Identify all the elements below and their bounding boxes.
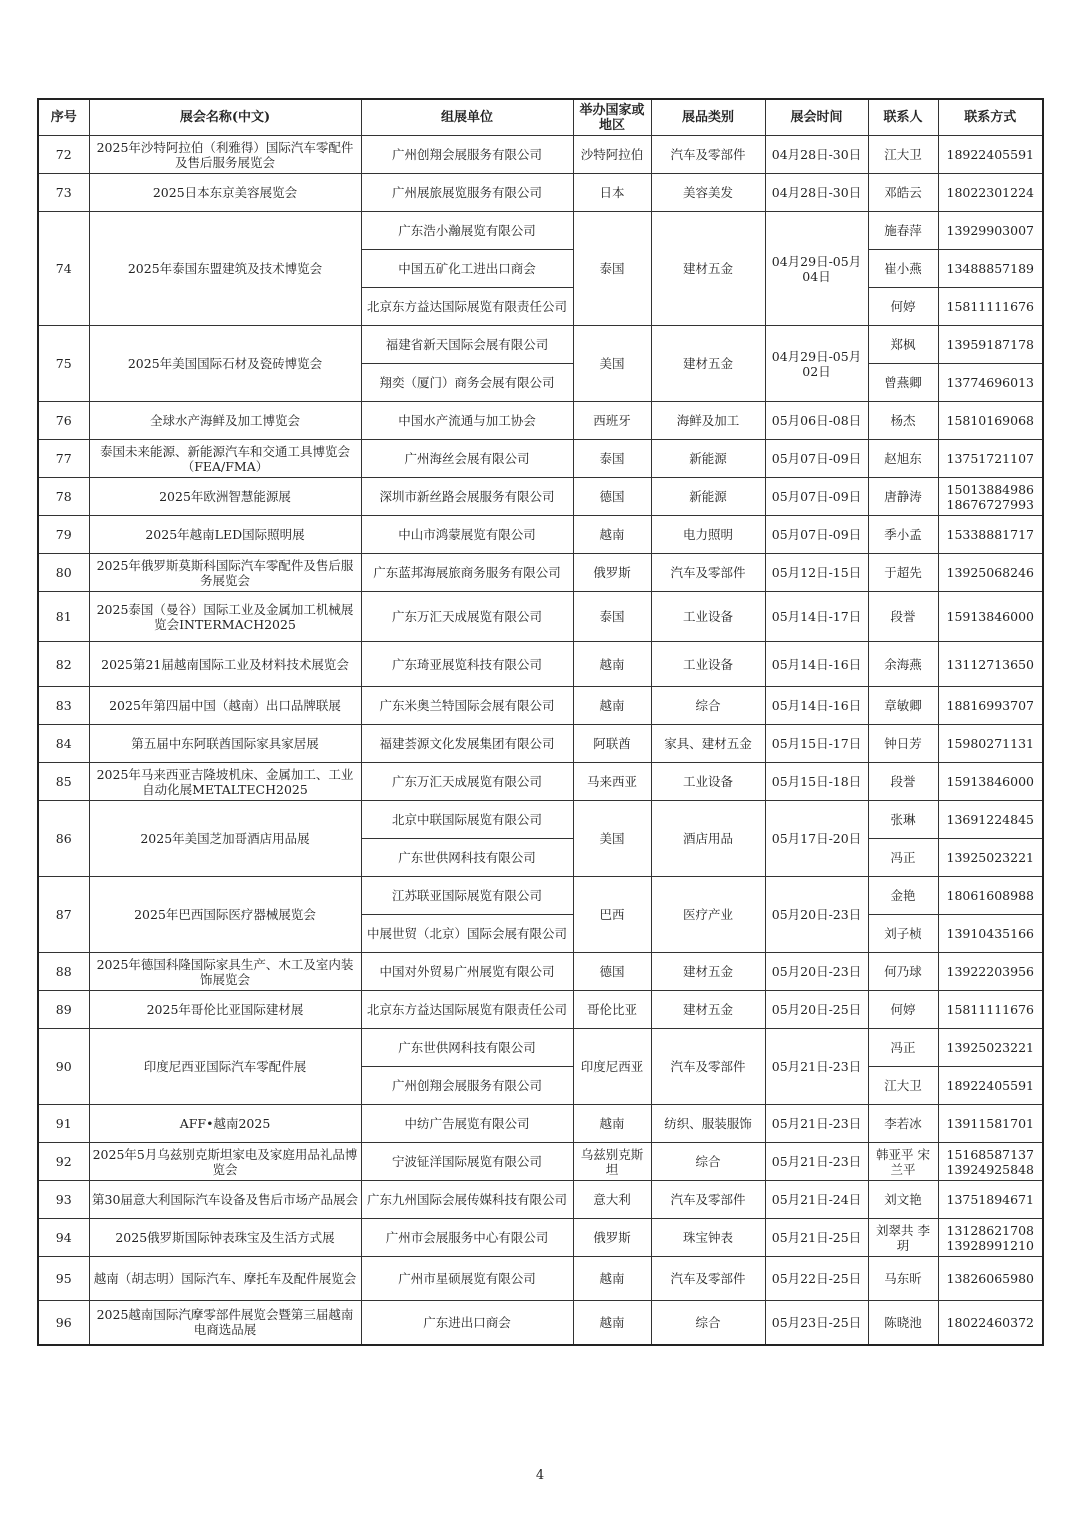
product-category: 海鲜及加工: [651, 402, 765, 440]
organizer: 广州海丝会展有限公司: [361, 440, 573, 478]
header-contact-phone: 联系方式: [938, 99, 1043, 136]
table-row: [38, 402, 1043, 440]
contact-phone: 15811111676: [938, 991, 1043, 1029]
organizer: 深圳市新丝路会展服务有限公司: [361, 478, 573, 516]
host-country: 美国: [573, 801, 651, 877]
table-row: [38, 1257, 1043, 1301]
row-number: 88: [38, 953, 89, 991]
host-country: 印度尼西亚: [573, 1029, 651, 1105]
table-row: [38, 687, 1043, 725]
exhibition-name: 越南（胡志明）国际汽车、摩托车及配件展览会: [89, 1257, 361, 1301]
contact-phone: 13929903007: [938, 212, 1043, 250]
exhibition-name: 印度尼西亚国际汽车零配件展: [89, 1029, 361, 1105]
product-category: 工业设备: [651, 592, 765, 642]
exhibition-time: 05月15日-18日: [765, 763, 868, 801]
row-number: 84: [38, 725, 89, 763]
header-country: 举办国家或地区: [573, 99, 651, 136]
header-row: [38, 99, 1043, 136]
header-category: 展品类别: [651, 99, 765, 136]
contact-phone: 15913846000: [938, 592, 1043, 642]
host-country: 泰国: [573, 212, 651, 326]
row-number: 76: [38, 402, 89, 440]
product-category: 建材五金: [651, 212, 765, 326]
host-country: 巴西: [573, 877, 651, 953]
exhibition-name: 2025年5月乌兹别克斯坦家电及家庭用品礼品博览会: [89, 1143, 361, 1181]
organizer: 广州市星硕展览有限公司: [361, 1257, 573, 1301]
exhibition-time: 05月14日-16日: [765, 642, 868, 687]
organizer: 中纺广告展览有限公司: [361, 1105, 573, 1143]
exhibition-time: 05月21日-23日: [765, 1105, 868, 1143]
exhibition-name: 2025年美国芝加哥酒店用品展: [89, 801, 361, 877]
row-number: 87: [38, 877, 89, 953]
contact-person: 冯正: [868, 1029, 938, 1067]
organizer: 广州创翔会展服务有限公司: [361, 136, 573, 174]
host-country: 哥伦比亚: [573, 991, 651, 1029]
table-row: [38, 1181, 1043, 1219]
exhibition-name: 2025年德国科隆国际家具生产、木工及室内装饰展览会: [89, 953, 361, 991]
exhibition-time: 05月15日-17日: [765, 725, 868, 763]
product-category: 综合: [651, 1143, 765, 1181]
organizer: 广东万汇天成展览有限公司: [361, 763, 573, 801]
exhibition-time: 05月23日-25日: [765, 1301, 868, 1345]
exhibition-time: 05月07日-09日: [765, 478, 868, 516]
contact-phone: 18816993707: [938, 687, 1043, 725]
contact-person: 何乃球: [868, 953, 938, 991]
exhibition-name: 第30届意大利国际汽车设备及售后市场产品展会: [89, 1181, 361, 1219]
contact-person: 江大卫: [868, 1067, 938, 1105]
contact-phone: 13826065980: [938, 1257, 1043, 1301]
exhibition-name: 2025年越南LED国际照明展: [89, 516, 361, 554]
host-country: 泰国: [573, 592, 651, 642]
exhibition-name: 2025泰国（曼谷）国际工业及金属加工机械展览会INTERMACH2025: [89, 592, 361, 642]
exhibition-name: 2025年沙特阿拉伯（利雅得）国际汽车零配件及售后服务展览会: [89, 136, 361, 174]
contact-person: 于超先: [868, 554, 938, 592]
organizer: 广东浩小瀚展览有限公司: [361, 212, 573, 250]
table-row: [38, 877, 1043, 915]
contact-person: 段誉: [868, 763, 938, 801]
contact-phone: 13774696013: [938, 364, 1043, 402]
contact-person: 何婷: [868, 288, 938, 326]
table-row: [38, 554, 1043, 592]
row-number: 78: [38, 478, 89, 516]
host-country: 美国: [573, 326, 651, 402]
contact-person: 崔小燕: [868, 250, 938, 288]
organizer: 翔奕（厦门）商务会展有限公司: [361, 364, 573, 402]
row-number: 90: [38, 1029, 89, 1105]
product-category: 纺织、服装服饰: [651, 1105, 765, 1143]
contact-person: 唐静涛: [868, 478, 938, 516]
row-number: 96: [38, 1301, 89, 1345]
table-body: [38, 136, 1043, 1345]
organizer: 广东万汇天成展览有限公司: [361, 592, 573, 642]
exhibition-name: 全球水产海鲜及加工博览会: [89, 402, 361, 440]
contact-phone: 15913846000: [938, 763, 1043, 801]
row-number: 85: [38, 763, 89, 801]
exhibition-time: 04月28日-30日: [765, 136, 868, 174]
product-category: 汽车及零部件: [651, 1257, 765, 1301]
row-number: 83: [38, 687, 89, 725]
table-row: [38, 212, 1043, 250]
exhibition-time: 05月14日-16日: [765, 687, 868, 725]
contact-person: 马东昕: [868, 1257, 938, 1301]
organizer: 中国水产流通与加工协会: [361, 402, 573, 440]
exhibition-time: 04月29日-05月02日: [765, 326, 868, 402]
organizer: 中国对外贸易广州展览有限公司: [361, 953, 573, 991]
header-time: 展会时间: [765, 99, 868, 136]
exhibition-time: 04月29日-05月04日: [765, 212, 868, 326]
contact-person: 章敏卿: [868, 687, 938, 725]
exhibition-name: 泰国未来能源、新能源汽车和交通工具博览会（FEA/FMA）: [89, 440, 361, 478]
contact-person: 钟日芳: [868, 725, 938, 763]
contact-phone: 13751721107: [938, 440, 1043, 478]
row-number: 81: [38, 592, 89, 642]
host-country: 越南: [573, 687, 651, 725]
table-row: [38, 801, 1043, 839]
contact-person: 赵旭东: [868, 440, 938, 478]
exhibition-name: AFF•越南2025: [89, 1105, 361, 1143]
header-contact-person: 联系人: [868, 99, 938, 136]
organizer: 中国五矿化工进出口商会: [361, 250, 573, 288]
contact-phone: 13691224845: [938, 801, 1043, 839]
product-category: 建材五金: [651, 991, 765, 1029]
exhibition-name: 2025年哥伦比亚国际建材展: [89, 991, 361, 1029]
contact-phone: 18922405591: [938, 136, 1043, 174]
organizer: 中展世贸（北京）国际会展有限公司: [361, 915, 573, 953]
contact-person: 段誉: [868, 592, 938, 642]
organizer: 中山市鸿蒙展览有限公司: [361, 516, 573, 554]
product-category: 综合: [651, 1301, 765, 1345]
organizer: 福建省新天国际会展有限公司: [361, 326, 573, 364]
row-number: 94: [38, 1219, 89, 1257]
contact-person: 刘子桢: [868, 915, 938, 953]
product-category: 酒店用品: [651, 801, 765, 877]
product-category: 汽车及零部件: [651, 1029, 765, 1105]
contact-person: 邓皓云: [868, 174, 938, 212]
contact-phone: 13128621708 13928991210: [938, 1219, 1043, 1257]
organizer: 北京东方益达国际展览有限责任公司: [361, 991, 573, 1029]
table-row: [38, 725, 1043, 763]
exhibition-time: 05月20日-23日: [765, 877, 868, 953]
header-name: 展会名称(中文): [89, 99, 361, 136]
contact-person: 余海燕: [868, 642, 938, 687]
exhibition-name: 第五届中东阿联酋国际家具家居展: [89, 725, 361, 763]
product-category: 美容美发: [651, 174, 765, 212]
exhibition-time: 05月20日-25日: [765, 991, 868, 1029]
product-category: 汽车及零部件: [651, 554, 765, 592]
contact-person: 刘翠共 李玥: [868, 1219, 938, 1257]
page-number: 4: [535, 1468, 545, 1483]
exhibition-time: 04月28日-30日: [765, 174, 868, 212]
row-number: 74: [38, 212, 89, 326]
row-number: 92: [38, 1143, 89, 1181]
organizer: 福建荟源文化发展集团有限公司: [361, 725, 573, 763]
product-category: 新能源: [651, 478, 765, 516]
exhibition-time: 05月20日-23日: [765, 953, 868, 991]
exhibition-time: 05月07日-09日: [765, 440, 868, 478]
contact-person: 郑枫: [868, 326, 938, 364]
table-row: [38, 1105, 1043, 1143]
contact-phone: 18922405591: [938, 1067, 1043, 1105]
exhibition-time: 05月21日-25日: [765, 1219, 868, 1257]
exhibition-name: 2025第21届越南国际工业及材料技术展览会: [89, 642, 361, 687]
contact-phone: 18022460372: [938, 1301, 1043, 1345]
contact-person: 韩亚平 宋兰平: [868, 1143, 938, 1181]
contact-phone: 13925023221: [938, 839, 1043, 877]
product-category: 珠宝钟表: [651, 1219, 765, 1257]
row-number: 91: [38, 1105, 89, 1143]
table-row: [38, 1143, 1043, 1181]
organizer: 广东世供网科技有限公司: [361, 839, 573, 877]
exhibition-time: 05月12日-15日: [765, 554, 868, 592]
exhibition-name: 2025日本东京美容展览会: [89, 174, 361, 212]
host-country: 俄罗斯: [573, 554, 651, 592]
product-category: 建材五金: [651, 326, 765, 402]
table-row: [38, 592, 1043, 642]
exhibition-time: 05月07日-09日: [765, 516, 868, 554]
host-country: 意大利: [573, 1181, 651, 1219]
organizer: 广州创翔会展服务有限公司: [361, 1067, 573, 1105]
row-number: 82: [38, 642, 89, 687]
exhibition-name: 2025年泰国东盟建筑及技术博览会: [89, 212, 361, 326]
contact-person: 张琳: [868, 801, 938, 839]
host-country: 乌兹别克斯坦: [573, 1143, 651, 1181]
table-row: [38, 1219, 1043, 1257]
row-number: 89: [38, 991, 89, 1029]
contact-person: 刘文艳: [868, 1181, 938, 1219]
exhibition-name: 2025越南国际汽摩零部件展览会暨第三届越南电商选品展: [89, 1301, 361, 1345]
exhibition-name: 2025年马来西亚吉隆坡机床、金属加工、工业自动化展METALTECH2025: [89, 763, 361, 801]
host-country: 沙特阿拉伯: [573, 136, 651, 174]
product-category: 工业设备: [651, 763, 765, 801]
host-country: 德国: [573, 953, 651, 991]
organizer: 广州展旅展览服务有限公司: [361, 174, 573, 212]
contact-phone: 18061608988: [938, 877, 1043, 915]
table-row: [38, 516, 1043, 554]
exhibition-name: 2025俄罗斯国际钟表珠宝及生活方式展: [89, 1219, 361, 1257]
row-number: 86: [38, 801, 89, 877]
product-category: 家具、建材五金: [651, 725, 765, 763]
product-category: 汽车及零部件: [651, 136, 765, 174]
exhibition-name: 2025年第四届中国（越南）出口品牌联展: [89, 687, 361, 725]
table-row: [38, 642, 1043, 687]
contact-person: 陈晓池: [868, 1301, 938, 1345]
exhibition-time: 05月21日-23日: [765, 1029, 868, 1105]
host-country: 越南: [573, 1301, 651, 1345]
organizer: 广州市会展服务中心有限公司: [361, 1219, 573, 1257]
host-country: 俄罗斯: [573, 1219, 651, 1257]
contact-phone: 13925068246: [938, 554, 1043, 592]
host-country: 泰国: [573, 440, 651, 478]
contact-phone: 13922203956: [938, 953, 1043, 991]
exhibition-name: 2025年美国国际石材及瓷砖博览会: [89, 326, 361, 402]
host-country: 西班牙: [573, 402, 651, 440]
organizer: 广东九州国际会展传媒科技有限公司: [361, 1181, 573, 1219]
exhibition-time: 05月21日-24日: [765, 1181, 868, 1219]
organizer: 广东蓝邦海展旅商务服务有限公司: [361, 554, 573, 592]
contact-phone: 13925023221: [938, 1029, 1043, 1067]
table-row: [38, 326, 1043, 364]
exhibition-table: [37, 98, 1044, 1346]
organizer: 宁波钲洋国际展览有限公司: [361, 1143, 573, 1181]
exhibition-name: 2025年俄罗斯莫斯科国际汽车零配件及售后服务展览会: [89, 554, 361, 592]
contact-phone: 13959187178: [938, 326, 1043, 364]
row-number: 77: [38, 440, 89, 478]
contact-phone: 13488857189: [938, 250, 1043, 288]
contact-person: 何婷: [868, 991, 938, 1029]
host-country: 越南: [573, 1257, 651, 1301]
organizer: 北京中联国际展览有限公司: [361, 801, 573, 839]
row-number: 73: [38, 174, 89, 212]
row-number: 79: [38, 516, 89, 554]
organizer: 广东米奥兰特国际会展有限公司: [361, 687, 573, 725]
contact-phone: 15338881717: [938, 516, 1043, 554]
row-number: 72: [38, 136, 89, 174]
host-country: 马来西亚: [573, 763, 651, 801]
product-category: 医疗产业: [651, 877, 765, 953]
product-category: 综合: [651, 687, 765, 725]
table-row: [38, 991, 1043, 1029]
product-category: 新能源: [651, 440, 765, 478]
product-category: 汽车及零部件: [651, 1181, 765, 1219]
contact-phone: 15013884986 18676727993: [938, 478, 1043, 516]
contact-phone: 13112713650: [938, 642, 1043, 687]
exhibition-time: 05月14日-17日: [765, 592, 868, 642]
header-organizer: 组展单位: [361, 99, 573, 136]
contact-person: 曾燕卿: [868, 364, 938, 402]
table-row: [38, 174, 1043, 212]
host-country: 越南: [573, 516, 651, 554]
row-number: 95: [38, 1257, 89, 1301]
table-row: [38, 136, 1043, 174]
table-row: [38, 1029, 1043, 1067]
organizer: 广东世供网科技有限公司: [361, 1029, 573, 1067]
contact-phone: 13910435166: [938, 915, 1043, 953]
organizer: 北京东方益达国际展览有限责任公司: [361, 288, 573, 326]
contact-person: 冯正: [868, 839, 938, 877]
product-category: 工业设备: [651, 642, 765, 687]
header-no: 序号: [38, 99, 89, 136]
contact-person: 李若冰: [868, 1105, 938, 1143]
row-number: 93: [38, 1181, 89, 1219]
exhibition-time: 05月21日-23日: [765, 1143, 868, 1181]
contact-phone: 13751894671: [938, 1181, 1043, 1219]
product-category: 建材五金: [651, 953, 765, 991]
table-row: [38, 763, 1043, 801]
host-country: 阿联酋: [573, 725, 651, 763]
exhibition-name: 2025年巴西国际医疗器械展览会: [89, 877, 361, 953]
host-country: 日本: [573, 174, 651, 212]
contact-person: 施春萍: [868, 212, 938, 250]
organizer: 广东琦亚展览科技有限公司: [361, 642, 573, 687]
contact-phone: 13911581701: [938, 1105, 1043, 1143]
contact-person: 季小孟: [868, 516, 938, 554]
organizer: 广东进出口商会: [361, 1301, 573, 1345]
contact-person: 金艳: [868, 877, 938, 915]
exhibition-time: 05月17日-20日: [765, 801, 868, 877]
contact-phone: 15168587137 13924925848: [938, 1143, 1043, 1181]
host-country: 越南: [573, 1105, 651, 1143]
contact-phone: 15980271131: [938, 725, 1043, 763]
row-number: 75: [38, 326, 89, 402]
contact-person: 江大卫: [868, 136, 938, 174]
table-row: [38, 1301, 1043, 1345]
product-category: 电力照明: [651, 516, 765, 554]
row-number: 80: [38, 554, 89, 592]
host-country: 越南: [573, 642, 651, 687]
organizer: 江苏联亚国际展览有限公司: [361, 877, 573, 915]
table-row: [38, 440, 1043, 478]
contact-person: 杨杰: [868, 402, 938, 440]
contact-phone: 15811111676: [938, 288, 1043, 326]
contact-phone: 18022301224: [938, 174, 1043, 212]
table-row: [38, 953, 1043, 991]
exhibition-name: 2025年欧洲智慧能源展: [89, 478, 361, 516]
exhibition-time: 05月06日-08日: [765, 402, 868, 440]
host-country: 德国: [573, 478, 651, 516]
table-row: [38, 478, 1043, 516]
exhibition-time: 05月22日-25日: [765, 1257, 868, 1301]
contact-phone: 15810169068: [938, 402, 1043, 440]
